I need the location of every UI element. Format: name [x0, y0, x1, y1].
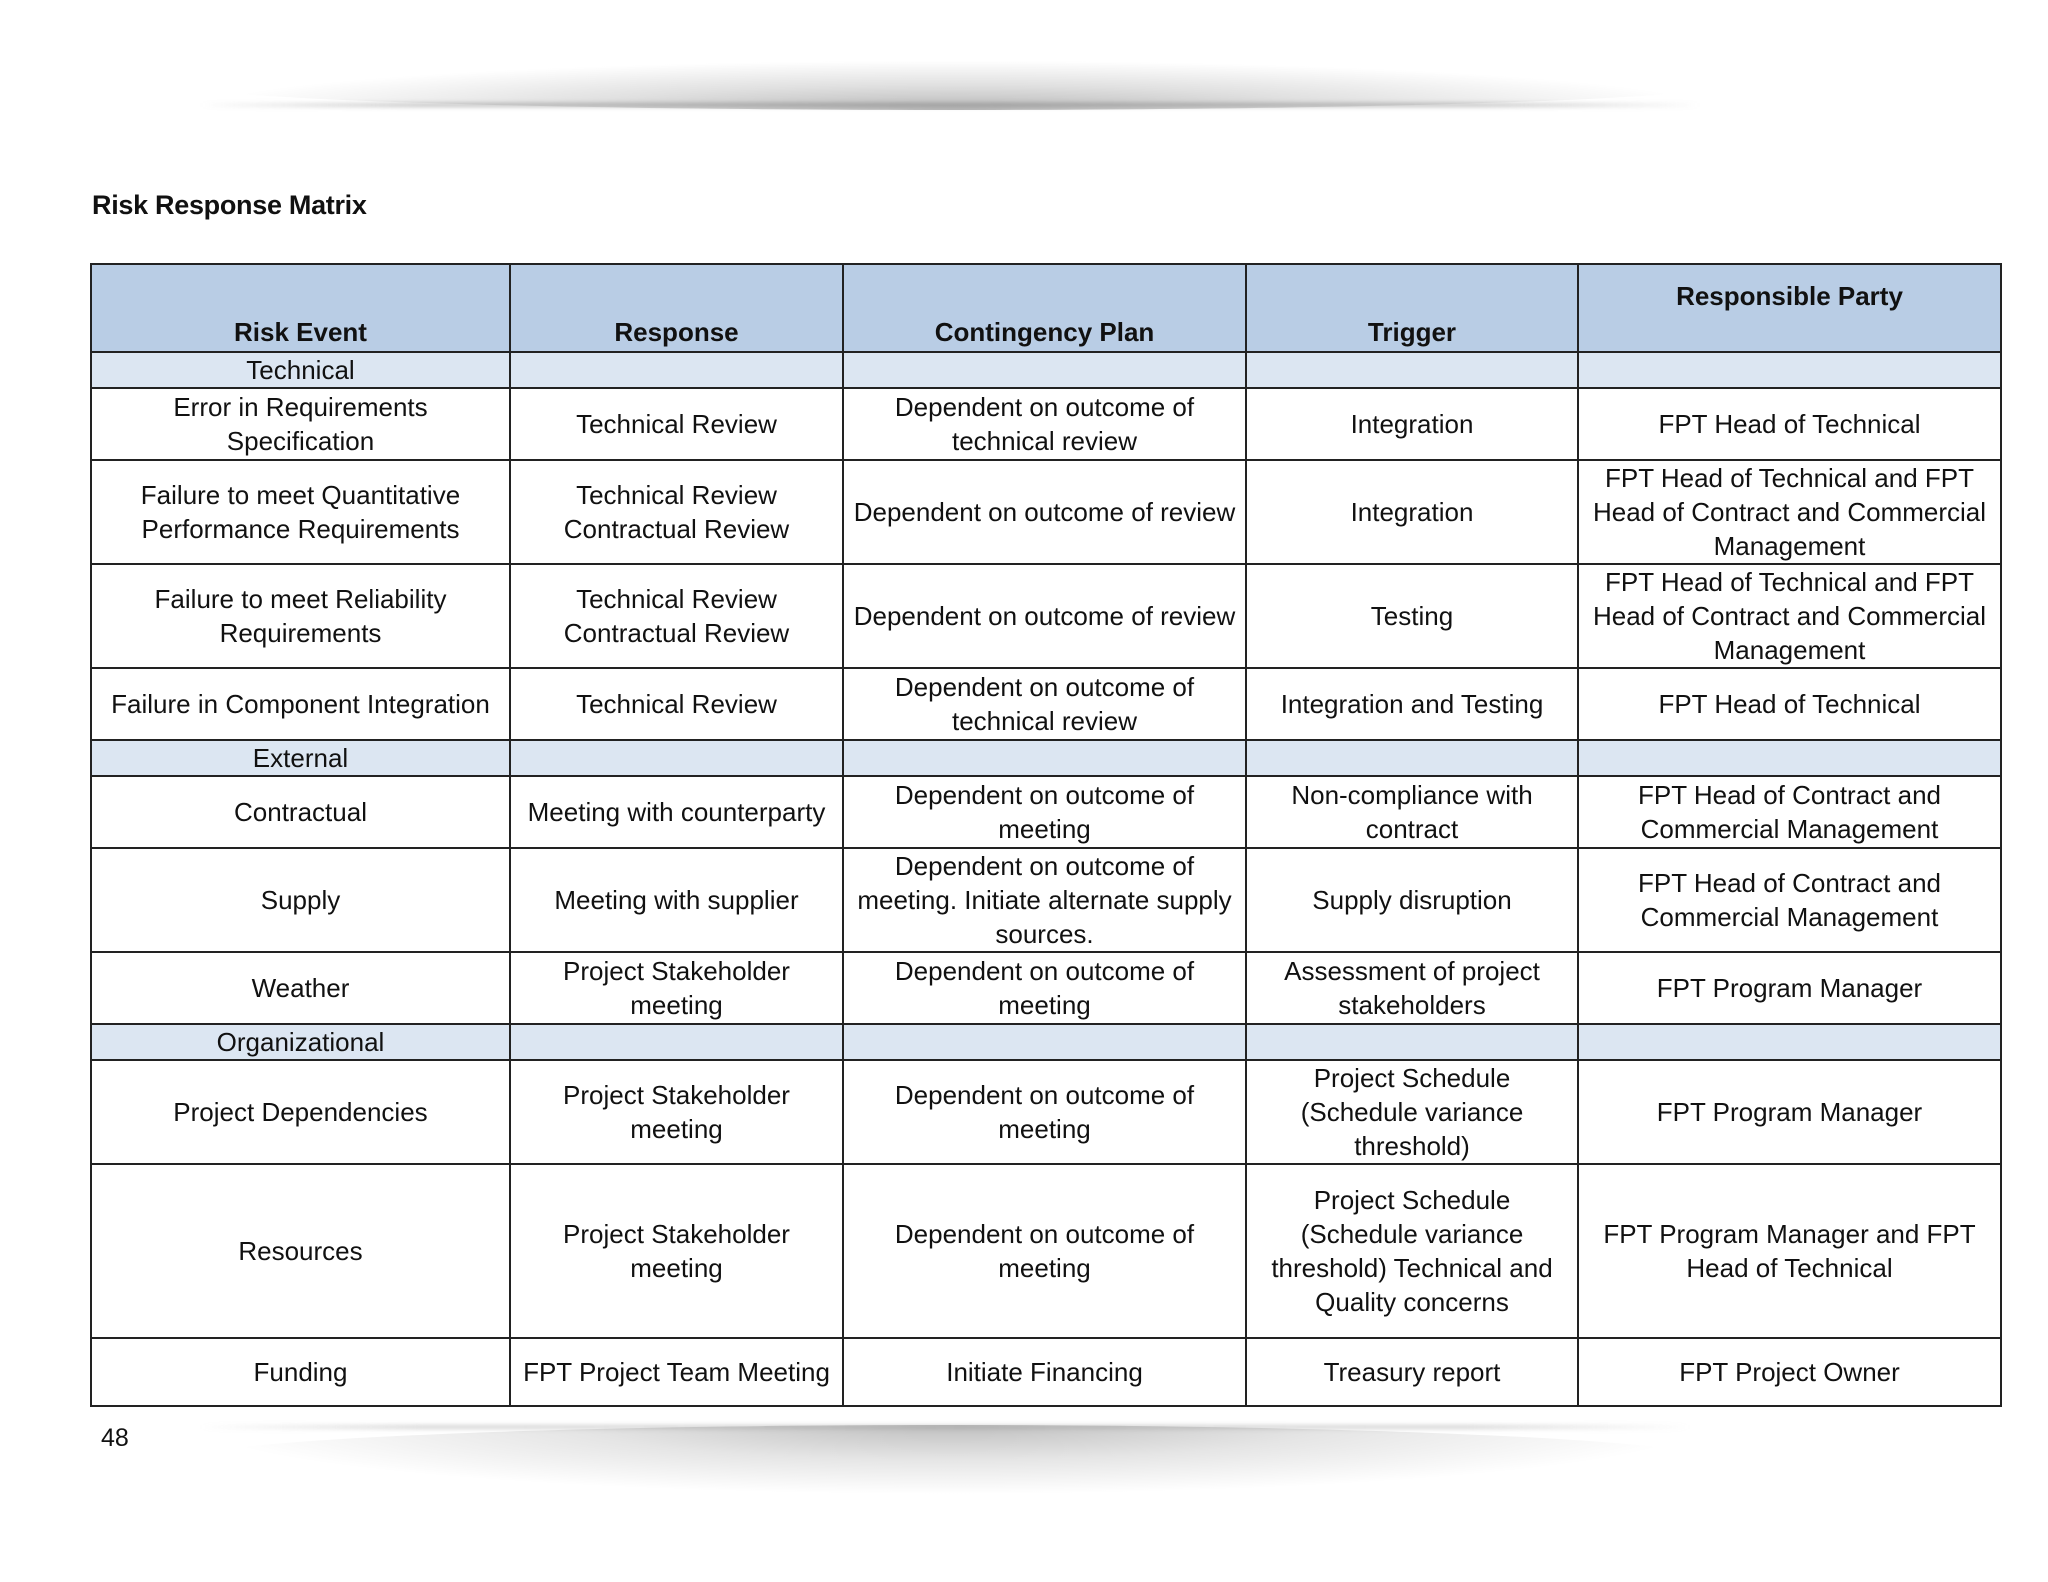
- responsible-party-cell: FPT Head of Contract and Commercial Management: [1578, 776, 2001, 848]
- responsible-party-cell: FPT Program Manager: [1578, 952, 2001, 1024]
- table-row: [91, 564, 2001, 668]
- trigger-cell: Integration: [1246, 460, 1578, 564]
- response-cell: FPT Project Team Meeting: [510, 1338, 843, 1406]
- category-label: External: [91, 740, 510, 776]
- risk-event-cell: Failure in Component Integration: [91, 668, 510, 740]
- response-cell: Technical Review: [510, 668, 843, 740]
- trigger-cell: Project Schedule (Schedule variance threshold): [1246, 1060, 1578, 1164]
- empty-cell: [510, 1024, 843, 1060]
- response-cell: Meeting with supplier: [510, 848, 843, 952]
- responsible-party-cell: FPT Program Manager: [1578, 1060, 2001, 1164]
- empty-cell: [510, 740, 843, 776]
- risk-event-cell: Supply: [91, 848, 510, 952]
- responsible-party-cell: FPT Head of Technical: [1578, 388, 2001, 460]
- top-page-edge: [200, 103, 1700, 107]
- header-trigger: Trigger: [1246, 264, 1578, 352]
- responsible-party-cell: FPT Head of Technical and FPT Head of Contract and Commercial Management: [1578, 460, 2001, 564]
- empty-cell: [510, 352, 843, 388]
- contingency-plan-cell: Dependent on outcome of review: [843, 564, 1246, 668]
- trigger-cell: Non-compliance with contract: [1246, 776, 1578, 848]
- empty-cell: [1578, 1024, 2001, 1060]
- response-cell: Meeting with counterparty: [510, 776, 843, 848]
- contingency-plan-cell: Dependent on outcome of meeting: [843, 776, 1246, 848]
- risk-event-cell: Project Dependencies: [91, 1060, 510, 1164]
- header-response: Response: [510, 264, 843, 352]
- trigger-cell: Testing: [1246, 564, 1578, 668]
- header-contingency-plan: Contingency Plan: [843, 264, 1246, 352]
- response-cell: Technical Review Contractual Review: [510, 564, 843, 668]
- table-row: [91, 848, 2001, 952]
- empty-cell: [1578, 352, 2001, 388]
- trigger-cell: Treasury report: [1246, 1338, 1578, 1406]
- contingency-plan-cell: Dependent on outcome of technical review: [843, 668, 1246, 740]
- empty-cell: [843, 740, 1246, 776]
- empty-cell: [843, 1024, 1246, 1060]
- risk-event-cell: Error in Requirements Specification: [91, 388, 510, 460]
- trigger-cell: Integration and Testing: [1246, 668, 1578, 740]
- empty-cell: [1246, 1024, 1578, 1060]
- response-cell: Technical Review: [510, 388, 843, 460]
- empty-cell: [1246, 740, 1578, 776]
- contingency-plan-cell: Dependent on outcome of meeting: [843, 1164, 1246, 1338]
- contingency-plan-cell: Dependent on outcome of meeting: [843, 952, 1246, 1024]
- contingency-plan-cell: Initiate Financing: [843, 1338, 1246, 1406]
- header-risk-event: Risk Event: [91, 264, 510, 352]
- document-title: Risk Response Matrix: [92, 190, 367, 220]
- contingency-plan-cell: Dependent on outcome of review: [843, 460, 1246, 564]
- risk-response-matrix-table: [90, 263, 2002, 1407]
- contingency-plan-cell: Dependent on outcome of technical review: [843, 388, 1246, 460]
- risk-event-cell: Contractual: [91, 776, 510, 848]
- empty-cell: [1246, 352, 1578, 388]
- category-label: Technical: [91, 352, 510, 388]
- trigger-cell: Assessment of project stakeholders: [1246, 952, 1578, 1024]
- risk-event-cell: Failure to meet Reliability Requirements: [91, 564, 510, 668]
- empty-cell: [843, 352, 1246, 388]
- response-cell: Technical Review Contractual Review: [510, 460, 843, 564]
- table-header-row: [91, 264, 2001, 352]
- trigger-cell: Integration: [1246, 388, 1578, 460]
- table-row: [91, 1338, 2001, 1406]
- response-cell: Project Stakeholder meeting: [510, 1060, 843, 1164]
- table-row: [91, 1164, 2001, 1338]
- empty-cell: [1578, 740, 2001, 776]
- responsible-party-cell: FPT Project Owner: [1578, 1338, 2001, 1406]
- table-row: [91, 668, 2001, 740]
- responsible-party-cell: FPT Head of Contract and Commercial Management: [1578, 848, 2001, 952]
- table-row: [91, 952, 2001, 1024]
- responsible-party-cell: FPT Program Manager and FPT Head of Technical: [1578, 1164, 2001, 1338]
- risk-event-cell: Funding: [91, 1338, 510, 1406]
- table-row: [91, 776, 2001, 848]
- bottom-page-edge: [200, 1425, 1690, 1429]
- table-row: [91, 388, 2001, 460]
- trigger-cell: Project Schedule (Schedule variance threshold) Technical and Quality concerns: [1246, 1164, 1578, 1338]
- category-label: Organizational: [91, 1024, 510, 1060]
- contingency-plan-cell: Dependent on outcome of meeting: [843, 1060, 1246, 1164]
- risk-event-cell: Resources: [91, 1164, 510, 1338]
- table-row: [91, 460, 2001, 564]
- responsible-party-cell: FPT Head of Technical and FPT Head of Contract and Commercial Management: [1578, 564, 2001, 668]
- category-row-organizational: [91, 1024, 2001, 1060]
- risk-event-cell: Failure to meet Quantitative Performance Requirements: [91, 460, 510, 564]
- response-cell: Project Stakeholder meeting: [510, 952, 843, 1024]
- header-responsible-party: Responsible Party: [1578, 264, 2001, 352]
- bottom-page-shadow: [190, 1425, 1710, 1495]
- trigger-cell: Supply disruption: [1246, 848, 1578, 952]
- response-cell: Project Stakeholder meeting: [510, 1164, 843, 1338]
- category-row-external: [91, 740, 2001, 776]
- responsible-party-cell: FPT Head of Technical: [1578, 668, 2001, 740]
- contingency-plan-cell: Dependent on outcome of meeting. Initiate alternate supply sources.: [843, 848, 1246, 952]
- risk-event-cell: Weather: [91, 952, 510, 1024]
- category-row-technical: [91, 352, 2001, 388]
- table-row: [91, 1060, 2001, 1164]
- page-number: 48: [101, 1424, 129, 1452]
